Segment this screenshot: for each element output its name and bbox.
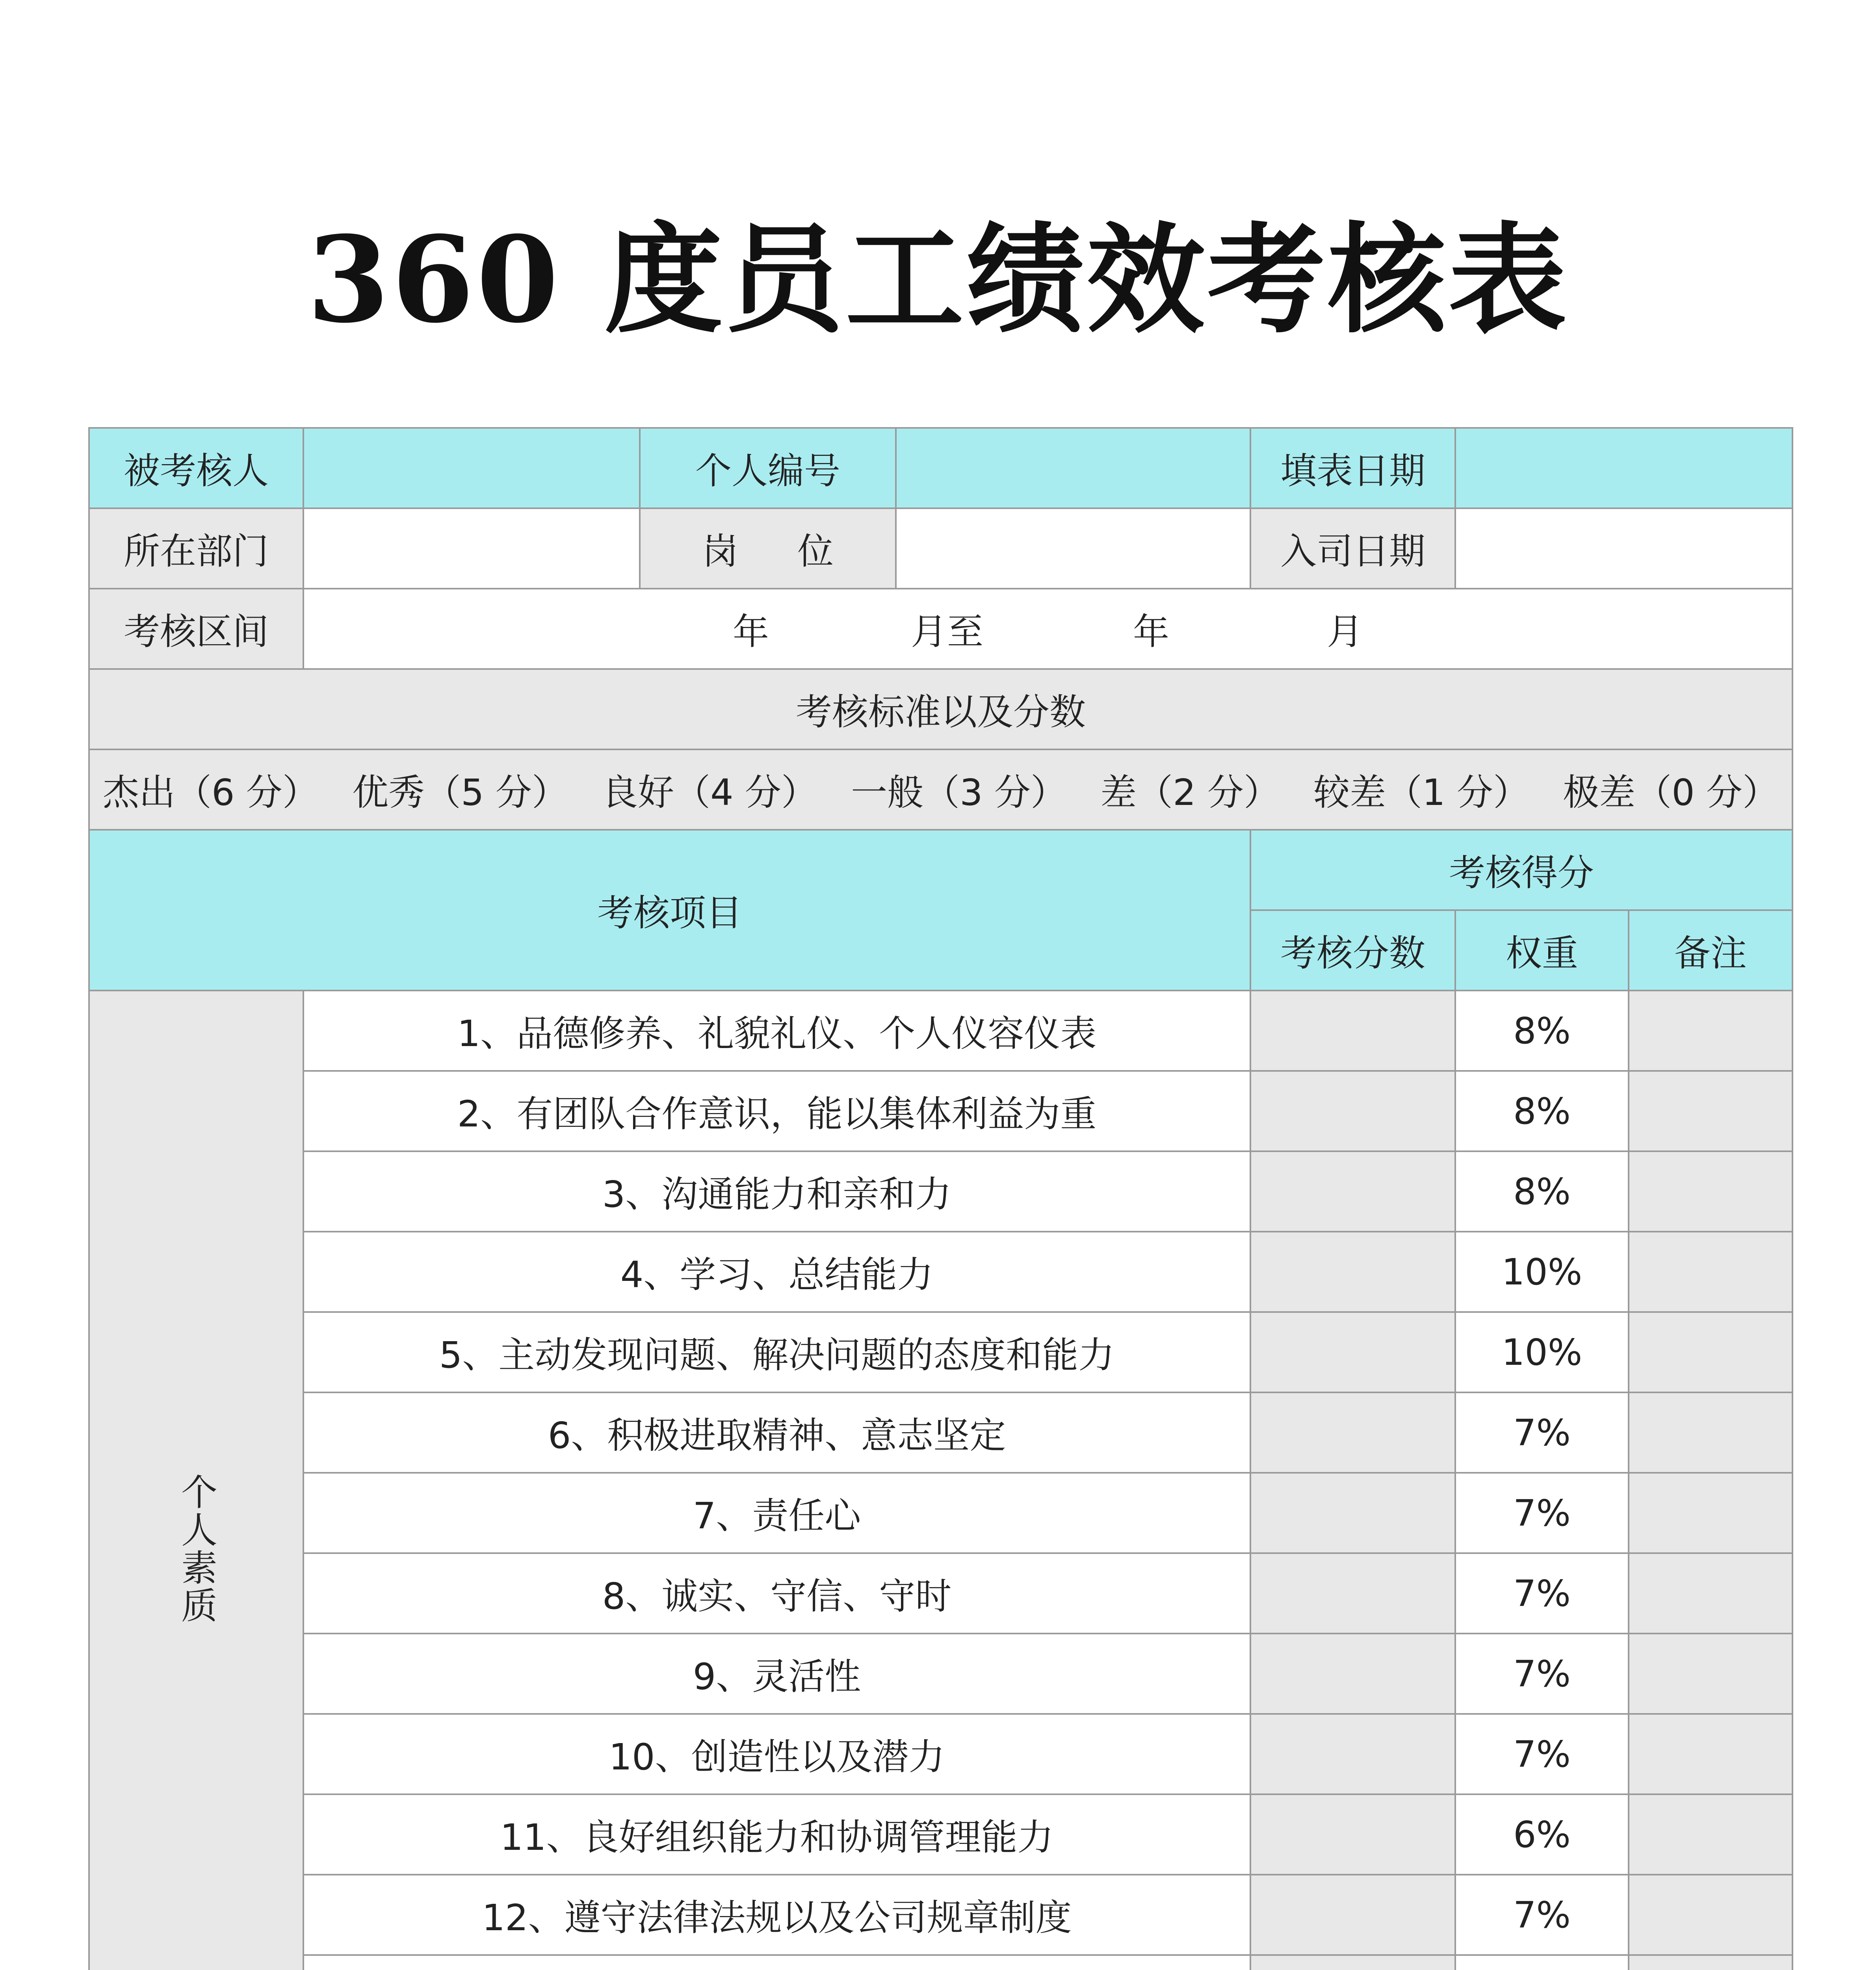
table-row xyxy=(89,1071,1792,1151)
item-label: 5、主动发现问题、解决问题的态度和能力 xyxy=(303,1312,1250,1392)
table-row xyxy=(89,1714,1792,1794)
score-cell[interactable] xyxy=(1250,1392,1455,1473)
period-month-2: 月 xyxy=(1327,611,1363,653)
item-label: 3、沟通能力和亲和力 xyxy=(303,1151,1250,1232)
department-field[interactable] xyxy=(303,508,640,589)
score-cell[interactable] xyxy=(1250,1875,1455,1955)
remark-cell[interactable] xyxy=(1629,1634,1792,1714)
page-title: 360 度员工绩效考核表 xyxy=(307,210,1569,349)
personal-id-field[interactable] xyxy=(896,428,1250,508)
item-label: 10、创造性以及潜力 xyxy=(303,1714,1250,1794)
remark-cell[interactable] xyxy=(1629,1473,1792,1553)
remark-cell[interactable] xyxy=(1629,1392,1792,1473)
score-cell[interactable] xyxy=(1250,1553,1455,1634)
remark-cell[interactable] xyxy=(1629,1875,1792,1955)
level-outstanding: 杰出（6 分） xyxy=(103,771,319,814)
section-label: 个人素质 xyxy=(175,1473,217,1624)
weight-cell: 6% xyxy=(1455,1794,1629,1875)
weight-cell: 8% xyxy=(1455,1151,1629,1232)
remark-cell[interactable] xyxy=(1629,1151,1792,1232)
standards-heading: 考核标准以及分数 xyxy=(89,669,1792,749)
item-label: 8、诚实、守信、守时 xyxy=(303,1553,1250,1634)
weight-cell: 10% xyxy=(1455,1232,1629,1312)
item-label: 7、责任心 xyxy=(303,1473,1250,1553)
item-label: 12、遵守法律法规以及公司规章制度 xyxy=(303,1875,1250,1955)
remark-cell[interactable] xyxy=(1629,1714,1792,1794)
score-cell[interactable] xyxy=(1250,1151,1455,1232)
remark-cell[interactable] xyxy=(1629,1955,1792,1970)
weight-cell: 7% xyxy=(1455,1875,1629,1955)
remark-cell[interactable] xyxy=(1629,1232,1792,1312)
weight-cell: 7% xyxy=(1455,1714,1629,1794)
period-label: 考核区间 xyxy=(89,589,303,669)
fill-date-label: 填表日期 xyxy=(1250,428,1455,508)
weight-cell xyxy=(1455,1955,1629,1970)
score-cell[interactable] xyxy=(1250,1232,1455,1312)
item-column-header: 考核项目 xyxy=(89,830,1250,991)
table-row xyxy=(89,991,1792,1071)
table-row xyxy=(89,1232,1792,1312)
period-field[interactable] xyxy=(303,589,1792,669)
remark-column-header: 备注 xyxy=(1629,910,1792,991)
score-cell[interactable] xyxy=(1250,1714,1455,1794)
table-row xyxy=(89,1955,1792,1970)
score-cell[interactable] xyxy=(1250,1473,1455,1553)
position-label-part-1: 岗 xyxy=(702,530,738,572)
position-label-part-2: 位 xyxy=(797,530,834,572)
employee-label: 被考核人 xyxy=(89,428,303,508)
remark-cell[interactable] xyxy=(1629,991,1792,1071)
remark-cell[interactable] xyxy=(1629,1071,1792,1151)
score-cell[interactable] xyxy=(1250,1312,1455,1392)
table-row xyxy=(89,1634,1792,1714)
item-label: 9、灵活性 xyxy=(303,1634,1250,1714)
info-row-3 xyxy=(89,589,1792,669)
period-month-to: 月至 xyxy=(910,611,983,653)
table-header-row-1 xyxy=(89,830,1792,910)
section-personal-quality xyxy=(89,991,303,1970)
info-row-2 xyxy=(89,508,1792,589)
table-row xyxy=(89,1312,1792,1392)
evaluation-table xyxy=(88,427,1793,1970)
department-label: 所在部门 xyxy=(89,508,303,589)
score-cell[interactable] xyxy=(1250,1634,1455,1714)
weight-cell: 8% xyxy=(1455,1071,1629,1151)
standards-scale xyxy=(89,749,1792,830)
score-column-header: 考核分数 xyxy=(1250,910,1455,991)
table-row xyxy=(89,1473,1792,1553)
weight-cell: 7% xyxy=(1455,1634,1629,1714)
table-row xyxy=(89,1875,1792,1955)
join-date-field[interactable] xyxy=(1455,508,1792,589)
level-good: 良好（4 分） xyxy=(602,771,817,814)
level-fairly-poor: 较差（1 分） xyxy=(1313,771,1529,814)
employee-field[interactable] xyxy=(303,428,640,508)
item-label xyxy=(303,1955,1250,1970)
weight-cell: 7% xyxy=(1455,1392,1629,1473)
remark-cell[interactable] xyxy=(1629,1312,1792,1392)
personal-id-label: 个人编号 xyxy=(640,428,896,508)
table-row xyxy=(89,1392,1792,1473)
join-date-label: 入司日期 xyxy=(1250,508,1455,589)
weight-cell: 10% xyxy=(1455,1312,1629,1392)
table-row xyxy=(89,1794,1792,1875)
period-year-1: 年 xyxy=(732,611,769,653)
score-cell[interactable] xyxy=(1250,1071,1455,1151)
level-average: 一般（3 分） xyxy=(851,771,1067,814)
score-cell[interactable] xyxy=(1250,1794,1455,1875)
period-year-2: 年 xyxy=(1133,611,1170,653)
weight-cell: 8% xyxy=(1455,991,1629,1071)
score-cell[interactable] xyxy=(1250,1955,1455,1970)
remark-cell[interactable] xyxy=(1629,1553,1792,1634)
info-row-1 xyxy=(89,428,1792,508)
level-excellent: 优秀（5 分） xyxy=(352,771,568,814)
item-label: 1、品德修养、礼貌礼仪、个人仪容仪表 xyxy=(303,991,1250,1071)
weight-column-header: 权重 xyxy=(1455,910,1629,991)
fill-date-field[interactable] xyxy=(1455,428,1792,508)
score-cell[interactable] xyxy=(1250,991,1455,1071)
remark-cell[interactable] xyxy=(1629,1794,1792,1875)
table-row xyxy=(89,1151,1792,1232)
position-label xyxy=(640,508,896,589)
item-label: 2、有团队合作意识，能以集体利益为重 xyxy=(303,1071,1250,1151)
item-label: 6、积极进取精神、意志坚定 xyxy=(303,1392,1250,1473)
level-poor: 差（2 分） xyxy=(1100,771,1280,814)
item-label: 4、学习、总结能力 xyxy=(303,1232,1250,1312)
weight-cell: 7% xyxy=(1455,1553,1629,1634)
weight-cell: 7% xyxy=(1455,1473,1629,1553)
level-very-poor: 极差（0 分） xyxy=(1563,771,1779,814)
score-group-header: 考核得分 xyxy=(1250,830,1792,910)
position-field[interactable] xyxy=(896,508,1250,589)
standards-heading-row xyxy=(89,669,1792,749)
standards-scale-row xyxy=(89,749,1792,830)
table-row xyxy=(89,1553,1792,1634)
item-label: 11、良好组织能力和协调管理能力 xyxy=(303,1794,1250,1875)
